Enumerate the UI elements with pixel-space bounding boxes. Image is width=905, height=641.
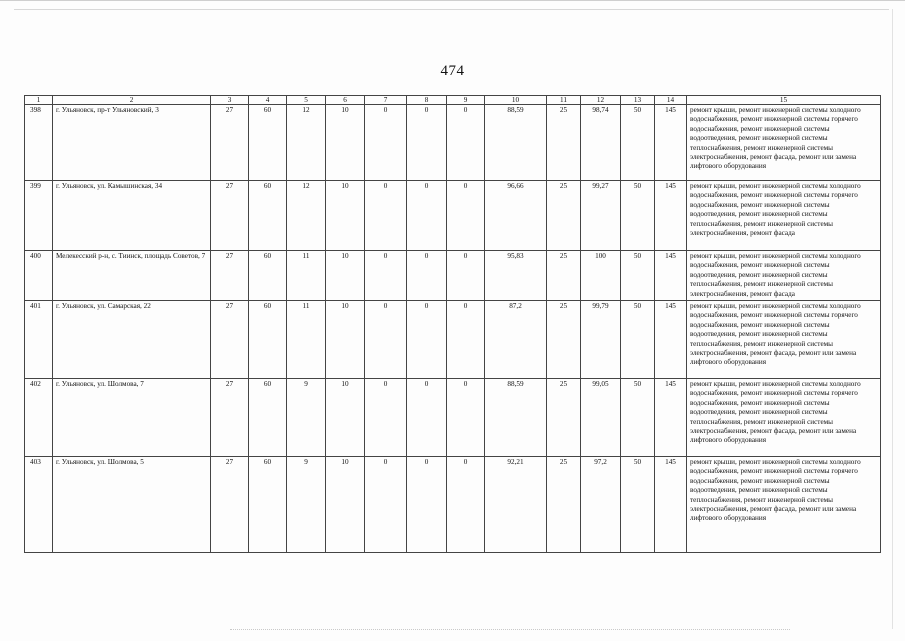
row-number-cell: 402 bbox=[25, 379, 53, 457]
cell-c8: 0 bbox=[407, 457, 447, 553]
cell-c6: 10 bbox=[326, 181, 365, 251]
cell-c6: 10 bbox=[326, 251, 365, 301]
column-header-10: 10 bbox=[485, 96, 547, 105]
cell-c11: 25 bbox=[547, 457, 581, 553]
cell-c10: 88,59 bbox=[485, 379, 547, 457]
row-number-cell: 399 bbox=[25, 181, 53, 251]
column-header-4: 4 bbox=[249, 96, 287, 105]
cell-c12: 100 bbox=[581, 251, 621, 301]
column-header-14: 14 bbox=[655, 96, 687, 105]
column-number-row bbox=[25, 96, 881, 105]
cell-c6: 10 bbox=[326, 379, 365, 457]
cell-c4: 60 bbox=[249, 379, 287, 457]
cell-c12: 99,79 bbox=[581, 301, 621, 379]
cell-c11: 25 bbox=[547, 301, 581, 379]
cell-c10: 96,66 bbox=[485, 181, 547, 251]
cell-c5: 12 bbox=[287, 105, 326, 181]
column-header-1: 1 bbox=[25, 96, 53, 105]
address-cell: г. Ульяновск, ул. Самарская, 22 bbox=[53, 301, 211, 379]
column-header-3: 3 bbox=[211, 96, 249, 105]
cell-c5: 9 bbox=[287, 457, 326, 553]
cell-c13: 50 bbox=[621, 301, 655, 379]
table-row bbox=[25, 251, 881, 301]
cell-c8: 0 bbox=[407, 105, 447, 181]
cell-c4: 60 bbox=[249, 105, 287, 181]
column-header-9: 9 bbox=[447, 96, 485, 105]
column-header-6: 6 bbox=[326, 96, 365, 105]
cell-c13: 50 bbox=[621, 105, 655, 181]
scan-right-edge bbox=[892, 9, 893, 629]
cell-c3: 27 bbox=[211, 379, 249, 457]
row-number-cell: 401 bbox=[25, 301, 53, 379]
cell-c10: 95,83 bbox=[485, 251, 547, 301]
cell-c6: 10 bbox=[326, 301, 365, 379]
cell-c12: 98,74 bbox=[581, 105, 621, 181]
cell-c12: 97,2 bbox=[581, 457, 621, 553]
cell-c14: 145 bbox=[655, 379, 687, 457]
cell-c11: 25 bbox=[547, 379, 581, 457]
column-header-13: 13 bbox=[621, 96, 655, 105]
cell-c14: 145 bbox=[655, 251, 687, 301]
cell-c5: 11 bbox=[287, 301, 326, 379]
works-list-cell: ремонт крыши, ремонт инженерной системы холодного водоснабжения, ремонт инженерной системы горячего водоснабжения, ремонт инженерной системы водоотведения, ремонт инженерной системы теплоснабжения, ремонт инженерной системы электроснабжения, ремонт фасада, ремонт или замена лифтового оборудования bbox=[687, 105, 881, 181]
row-number-cell: 398 bbox=[25, 105, 53, 181]
cell-c13: 50 bbox=[621, 181, 655, 251]
cell-c7: 0 bbox=[365, 251, 407, 301]
address-cell: г. Ульяновск, ул. Шолмова, 7 bbox=[53, 379, 211, 457]
scan-top-edge bbox=[14, 9, 889, 10]
cell-c14: 145 bbox=[655, 457, 687, 553]
cell-c9: 0 bbox=[447, 181, 485, 251]
row-number-cell: 403 bbox=[25, 457, 53, 553]
cell-c6: 10 bbox=[326, 457, 365, 553]
cell-c7: 0 bbox=[365, 105, 407, 181]
cell-c8: 0 bbox=[407, 301, 447, 379]
cell-c6: 10 bbox=[326, 105, 365, 181]
cell-c11: 25 bbox=[547, 181, 581, 251]
cell-c7: 0 bbox=[365, 379, 407, 457]
cell-c4: 60 bbox=[249, 181, 287, 251]
cell-c11: 25 bbox=[547, 105, 581, 181]
cell-c7: 0 bbox=[365, 457, 407, 553]
cell-c3: 27 bbox=[211, 181, 249, 251]
address-cell: г. Ульяновск, ул. Камышинская, 34 bbox=[53, 181, 211, 251]
cell-c13: 50 bbox=[621, 457, 655, 553]
cell-c13: 50 bbox=[621, 379, 655, 457]
row-number-cell: 400 bbox=[25, 251, 53, 301]
works-list-cell: ремонт крыши, ремонт инженерной системы холодного водоснабжения, ремонт инженерной системы горячего водоснабжения, ремонт инженерной системы водоотведения, ремонт инженерной системы теплоснабжения, ремонт инженерной системы электроснабжения, ремонт фасада, ремонт или замена лифтового оборудования bbox=[687, 379, 881, 457]
works-list-cell: ремонт крыши, ремонт инженерной системы холодного водоснабжения, ремонт инженерной системы горячего водоснабжения, ремонт инженерной системы водоотведения, ремонт инженерной системы теплоснабжения, ремонт инженерной системы электроснабжения, ремонт фасада, ремонт или замена лифтового оборудования bbox=[687, 301, 881, 379]
cell-c5: 11 bbox=[287, 251, 326, 301]
cell-c4: 60 bbox=[249, 457, 287, 553]
repair-register-table bbox=[24, 95, 881, 553]
cell-c3: 27 bbox=[211, 251, 249, 301]
column-header-15: 15 bbox=[687, 96, 881, 105]
cell-c12: 99,27 bbox=[581, 181, 621, 251]
table-row bbox=[25, 457, 881, 553]
cell-c8: 0 bbox=[407, 251, 447, 301]
cell-c7: 0 bbox=[365, 301, 407, 379]
column-header-5: 5 bbox=[287, 96, 326, 105]
cell-c7: 0 bbox=[365, 181, 407, 251]
column-header-7: 7 bbox=[365, 96, 407, 105]
works-list-cell: ремонт крыши, ремонт инженерной системы холодного водоснабжения, ремонт инженерной системы горячего водоснабжения, ремонт инженерной системы водоотведения, ремонт инженерной системы теплоснабжения, ремонт инженерной системы электроснабжения, ремонт фасада, ремонт или замена лифтового оборудования bbox=[687, 457, 881, 553]
cell-c8: 0 bbox=[407, 181, 447, 251]
works-list-cell: ремонт крыши, ремонт инженерной системы холодного водоснабжения, ремонт инженерной системы горячего водоснабжения, ремонт инженерной системы водоотведения, ремонт инженерной системы теплоснабжения, ремонт инженерной системы электроснабжения, ремонт фасада bbox=[687, 181, 881, 251]
column-header-11: 11 bbox=[547, 96, 581, 105]
cell-c14: 145 bbox=[655, 181, 687, 251]
page-number: 474 bbox=[440, 63, 465, 79]
address-cell: г. Ульяновск, пр-т Ульяновский, 3 bbox=[53, 105, 211, 181]
address-cell: г. Ульяновск, ул. Шолмова, 5 bbox=[53, 457, 211, 553]
cell-c11: 25 bbox=[547, 251, 581, 301]
column-header-8: 8 bbox=[407, 96, 447, 105]
cell-c3: 27 bbox=[211, 457, 249, 553]
cell-c5: 12 bbox=[287, 181, 326, 251]
cell-c14: 145 bbox=[655, 105, 687, 181]
cell-c14: 145 bbox=[655, 301, 687, 379]
works-list-cell: ремонт крыши, ремонт инженерной системы холодного водоснабжения, ремонт инженерной системы водоотведения, ремонт инженерной системы теплоснабжения, ремонт инженерной системы электроснабжения, ремонт фасада bbox=[687, 251, 881, 301]
cell-c9: 0 bbox=[447, 105, 485, 181]
cell-c3: 27 bbox=[211, 105, 249, 181]
address-cell: Мелекесский р-н, с. Тиинск, площадь Советов, 7 bbox=[53, 251, 211, 301]
table-row bbox=[25, 105, 881, 181]
cell-c10: 87,2 bbox=[485, 301, 547, 379]
cell-c13: 50 bbox=[621, 251, 655, 301]
table-row bbox=[25, 301, 881, 379]
cell-c4: 60 bbox=[249, 301, 287, 379]
cell-c10: 92,21 bbox=[485, 457, 547, 553]
cell-c9: 0 bbox=[447, 251, 485, 301]
table-row bbox=[25, 181, 881, 251]
column-header-2: 2 bbox=[53, 96, 211, 105]
cell-c10: 88,59 bbox=[485, 105, 547, 181]
cell-c12: 99,05 bbox=[581, 379, 621, 457]
cell-c8: 0 bbox=[407, 379, 447, 457]
cell-c9: 0 bbox=[447, 457, 485, 553]
scan-artifact-line bbox=[230, 629, 790, 630]
cell-c4: 60 bbox=[249, 251, 287, 301]
cell-c3: 27 bbox=[211, 301, 249, 379]
table-row bbox=[25, 379, 881, 457]
cell-c9: 0 bbox=[447, 379, 485, 457]
cell-c5: 9 bbox=[287, 379, 326, 457]
cell-c9: 0 bbox=[447, 301, 485, 379]
column-header-12: 12 bbox=[581, 96, 621, 105]
